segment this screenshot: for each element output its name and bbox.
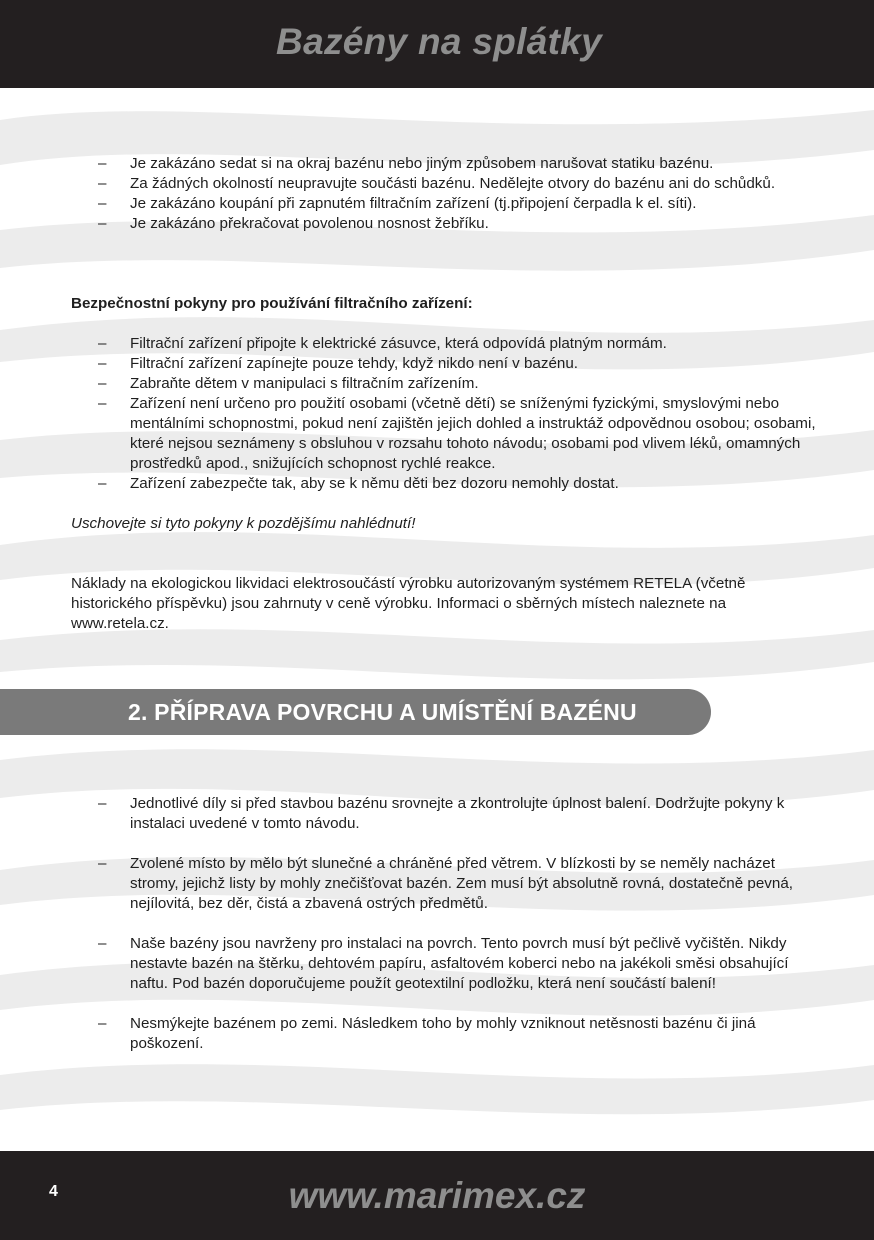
keep-instructions-note: Uschovejte si tyto pokyny k pozdějšímu nahlédnutí! — [71, 515, 416, 532]
section-heading-band — [0, 689, 711, 735]
list-item: – Filtrační zařízení zapínejte pouze tehdy, když nikdo není v bazénu. — [98, 355, 579, 372]
list-item: – Zvolené místo by mělo být slunečné a chráněné před větrem. V blízkosti by se neměly nacházet stromy, jejichž listy by mohly znečišťovat bazén. Zem musí být absolutně rovná, dostatečně pevná, nejílovitá, bez děr, čistá a zbavená ostrých předmětů. — [98, 855, 793, 912]
list-item: – Naše bazény jsou navrženy pro instalaci na povrch. Tento povrch musí být pečlivě vyčištěn. Nikdy nestavte bazén na štěrku, dehtovém papíru, asfaltovém koberci nebo na jakékoli směsi obsahující naftu. Pod bazén doporučujeme použít geotextilní podložku, která není součástí balení! — [98, 935, 789, 992]
list-item: – Za žádných okolností neupravujte součásti bazénu. Nedělejte otvory do bazénu ani do schůdků. — [98, 175, 776, 192]
list-item: – Je zakázáno překračovat povolenou nosnost žebříku. — [98, 215, 489, 232]
list-item: – Zařízení zabezpečte tak, aby se k němu děti bez dozoru nemohly dostat. — [98, 475, 619, 492]
list-item: – Nesmýkejte bazénem po zemi. Následkem toho by mohly vzniknout netěsnosti bazénu či jiná poškození. — [98, 1015, 756, 1052]
list-item: – Jednotlivé díly si před stavbou bazénu srovnejte a zkontrolujte úplnost balení. Dodržujte pokyny k instalaci uvedené v tomto návodu. — [98, 795, 785, 832]
safety-list — [98, 334, 818, 494]
safety-heading: Bezpečnostní pokyny pro používání filtračního zařízení: — [71, 295, 473, 312]
list-item: – Je zakázáno sedat si na okraj bazénu nebo jiným způsobem narušovat statiku bazénu. — [98, 155, 714, 172]
list-item: – Je zakázáno koupání při zapnutém filtračním zařízení (tj.připojení čerpadla k el. síti). — [98, 195, 697, 212]
list-item: – Zabraňte dětem v manipulaci s filtračním zařízením. — [98, 375, 479, 392]
list-item: – Zařízení není určeno pro použití osobami (včetně dětí) se sníženými fyzickými, smyslovými nebo mentálními schopnostmi, pokud není zajištěn jejich dohled a instruktáž odpovědnou osobou; osobami, které nejsou seznámeny s obsluhou v rozsahu tohoto návodu; osobami pod vlivem léků, omamných prostředků apod., snižujících schopnost rychlé reakce. — [98, 395, 816, 472]
page-number: 4 — [49, 1183, 58, 1200]
recycling-note: Náklady na ekologickou likvidaci elektrosoučástí výrobku autorizovaným systémem RETELA (včetně historického příspěvku) jsou zahrnuty v ceně výrobku. Informaci o sběrných místech naleznete na www.retela.cz. — [71, 575, 746, 632]
rules-list — [98, 154, 818, 234]
section-title: 2. PŘÍPRAVA POVRCHU A UMÍSTĚNÍ BAZÉNU — [128, 699, 637, 725]
preparation-list — [98, 794, 818, 1074]
footer-url: www.marimex.cz — [288, 1175, 586, 1216]
header-title: Bazény na splátky — [276, 21, 602, 62]
list-item: – Filtrační zařízení připojte k elektrické zásuvce, která odpovídá platným normám. — [98, 335, 667, 352]
